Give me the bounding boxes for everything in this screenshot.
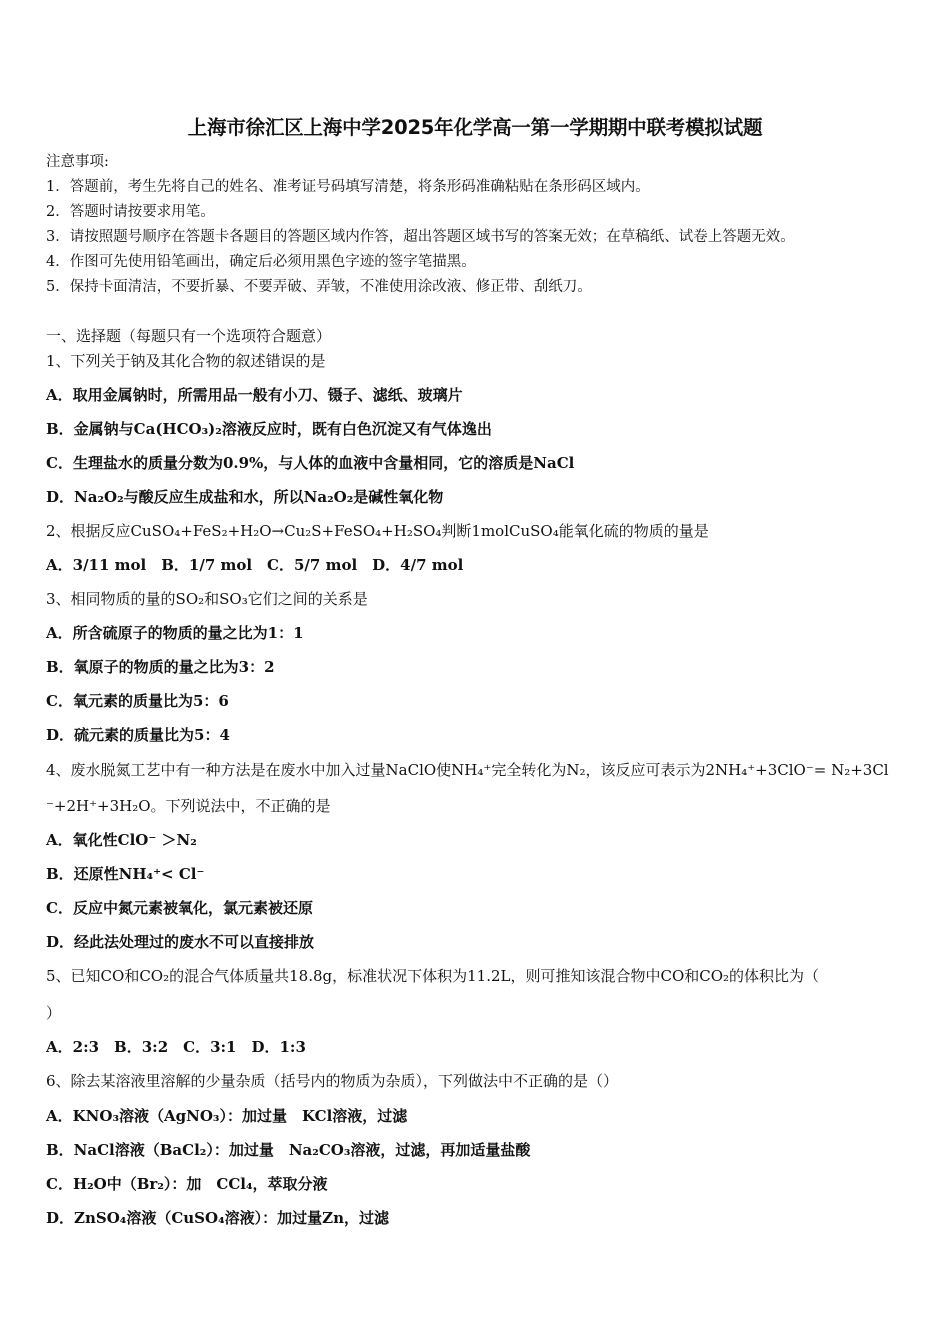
question-4-option-d: D．经此法处理过的废水不可以直接排放 [46, 933, 315, 951]
question-2-stem: 2、根据反应CuSO₄+FeS₂+H₂O→Cu₂S+FeSO₄+H₂SO₄判断1molCuSO₄能氧化硫的物质的量是 [46, 522, 709, 540]
question-1-option-a: A．取用金属钠时，所需用品一般有小刀、镊子、滤纸、玻璃片 [46, 386, 463, 404]
section-heading: 一、选择题（每题只有一个选项符合题意） [46, 327, 332, 345]
question-1-option-b: B．金属钠与Ca(HCO₃)₂溶液反应时，既有白色沉淀又有气体逸出 [46, 420, 492, 438]
question-3-option-d: D．硫元素的质量比为5：4 [46, 726, 230, 744]
question-5-options: A．2:3 B．3:2 C．3:1 D．1:3 [46, 1038, 306, 1056]
question-1-option-c: C．生理盐水的质量分数为0.9%，与人体的血液中含量相同，它的溶质是NaCl [46, 454, 575, 472]
question-6-option-d: D．ZnSO₄溶液（CuSO₄溶液）：加过量Zn，过滤 [46, 1209, 390, 1227]
question-6-option-a: A．KNO₃溶液（AgNO₃）：加过量 KCl溶液，过滤 [46, 1107, 408, 1125]
question-6-option-c: C．H₂O中（Br₂）：加 CCl₄，萃取分液 [46, 1175, 328, 1193]
page-title: 上海市徐汇区上海中学2025年化学高一第一学期期中联考模拟试题 [187, 116, 763, 139]
question-4-option-c: C．反应中氮元素被氧化，氯元素被还原 [46, 899, 313, 917]
question-3-stem: 3、相同物质的量的SO₂和SO₃它们之间的关系是 [46, 590, 368, 608]
note-item: 4．作图可先使用铅笔画出，确定后必须用黑色字迹的签字笔描黑。 [46, 254, 476, 270]
question-6-stem: 6、除去某溶液里溶解的少量杂质（括号内的物质为杂质），下列做法中不正确的是（） [46, 1072, 619, 1090]
question-5-stem-line1: 5、已知CO和CO₂的混合气体质量共18.8g，标准状况下体积为11.2L，则可推知该混合物中CO和CO₂的体积比为（ [46, 967, 820, 985]
question-4-stem-line1: 4、废水脱氮工艺中有一种方法是在废水中加入过量NaClO使NH₄⁺完全转化为N₂，该反应可表示为2NH₄⁺+3ClO⁻= N₂+3Cl [46, 761, 889, 779]
note-item: 5．保持卡面清洁，不要折暴、不要弄破、弄皱，不准使用涂改液、修正带、刮纸刀。 [46, 279, 592, 295]
question-2-options: A．3/11 mol B．1/7 mol C．5/7 mol D．4/7 mol [46, 556, 464, 574]
notes-heading: 注意事项: [46, 154, 109, 170]
question-5-stem-line2: ） [46, 1004, 62, 1022]
question-3-option-a: A．所含硫原子的物质的量之比为1：1 [46, 624, 304, 642]
question-6-option-b: B．NaCl溶液（BaCl₂）：加过量 Na₂CO₃溶液，过滤，再加适量盐酸 [46, 1141, 531, 1159]
question-4-stem-line2: ⁻+2H⁺+3H₂O。下列说法中，不正确的是 [46, 797, 331, 815]
question-4-option-b: B．还原性NH₄⁺< Cl⁻ [46, 865, 205, 883]
note-item: 2．答题时请按要求用笔。 [46, 204, 215, 220]
note-item: 1．答题前，考生先将自己的姓名、准考证号码填写清楚，将条形码准确粘贴在条形码区域内。 [46, 179, 650, 195]
question-3-option-b: B．氧原子的物质的量之比为3：2 [46, 658, 275, 676]
question-1-option-d: D．Na₂O₂与酸反应生成盐和水，所以Na₂O₂是碱性氧化物 [46, 488, 444, 506]
note-item: 3．请按照题号顺序在答题卡各题目的答题区域内作答，超出答题区域书写的答案无效；在草稿纸、试卷上答题无效。 [46, 229, 795, 245]
question-4-option-a: A．氧化性ClO⁻ ＞N₂ [46, 831, 197, 849]
question-1-stem: 1、下列关于钠及其化合物的叙述错误的是 [46, 352, 326, 370]
question-3-option-c: C．氧元素的质量比为5：6 [46, 692, 229, 710]
